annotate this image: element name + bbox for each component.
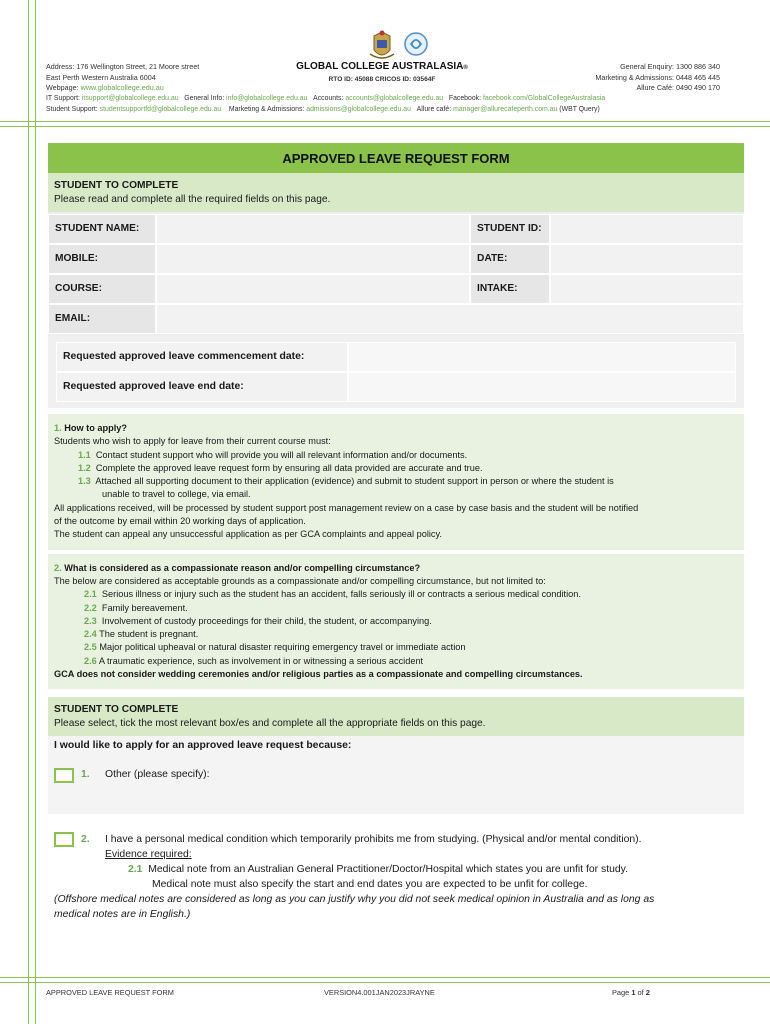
student-support-link[interactable]: studentsupportfd@globalcollege.edu.au (99, 106, 222, 113)
apply-step: 1.1 Contact student support who will provide you will all relevant information and/or documents. (78, 449, 468, 460)
page-border-left-outer (28, 0, 29, 1024)
offshore-note-2: medical notes are in English.) (54, 909, 191, 921)
mobile-label: MOBILE: (48, 244, 156, 274)
college-name: GLOBAL COLLEGE AUSTRALASIA® (296, 61, 468, 72)
compassionate-heading: 2. What is considered as a compassionate reason and/or compelling circumstance? (54, 562, 421, 573)
evidence-item-dates: Medical note must also specify the start and end dates you are expected to be unfit for college. (152, 879, 588, 891)
mobile-field[interactable] (156, 244, 470, 274)
how-to-apply-heading: 1. How to apply? (54, 423, 128, 433)
commencement-date-field[interactable] (348, 342, 736, 372)
student-name-field[interactable] (156, 214, 470, 244)
option-1-label: Other (please specify): (105, 769, 210, 781)
course-field[interactable] (156, 274, 470, 304)
header-divider-top (0, 121, 770, 122)
header-address (46, 62, 296, 94)
footer-title: APPROVED LEAVE REQUEST FORM (46, 988, 174, 997)
crest-icon (368, 28, 438, 62)
intake-label: INTAKE: (470, 274, 550, 304)
general-enquiry: General Enquiry: 1300 886 340 (620, 62, 720, 71)
allure-cafe-phone: Allure Café: 0490 490 170 (636, 83, 720, 92)
option-2-row (48, 814, 744, 932)
apply-appeal-text: The student can appeal any unsuccessful application as per GCA complaints and appeal policy. (54, 529, 442, 540)
commencement-date-label: Requested approved leave commencement date: (56, 342, 348, 372)
accounts-link[interactable]: accounts@globalcollege.edu.au (345, 95, 444, 102)
address-line-1: Address: 176 Wellington Street, 21 Moore street (46, 62, 200, 71)
webpage-link[interactable]: www.globalcollege.edu.au (80, 83, 164, 92)
page-border-left-inner (35, 0, 36, 1024)
compassionate-note: GCA does not consider wedding ceremonies and/or religious parties as a compassionate and compelling circumstances. (54, 669, 583, 680)
header-contacts (460, 62, 720, 94)
option-1-number: 1. (81, 769, 90, 781)
option-1-checkbox[interactable] (54, 768, 74, 783)
offshore-note-1: (Offshore medical notes are considered as long as you can justify why you did not seek medical opinion in Australia and as long as (54, 894, 655, 906)
header-email-row-2: Student Support: studentsupportfd@globalcollege.edu.au Marketing & Admissions: admissions@globalcollege.edu.au Allure café: manager@allurecafeperth.com.au (WBT Query) (46, 106, 600, 113)
email-label: EMAIL: (48, 304, 156, 334)
compassionate-item: 2.6 A traumatic experience, such as involvement in or witnessing a serious accident (84, 655, 424, 666)
facebook-link[interactable]: facebook.com/GlobalCollegeAustralasia (482, 95, 606, 102)
compassionate-item: 2.4 The student is pregnant. (84, 629, 199, 640)
evidence-required-label: Evidence required: (105, 849, 192, 861)
option-2-checkbox[interactable] (54, 832, 74, 847)
apply-because-heading: I would like to apply for an approved leave request because: (48, 736, 744, 760)
allure-cafe-link[interactable]: manager@allurecafeperth.com.au (453, 106, 558, 113)
end-date-label: Requested approved leave end date: (56, 372, 348, 402)
leave-dates-block (48, 336, 744, 408)
student-name-label: STUDENT NAME: (48, 214, 156, 244)
compassionate-intro: The below are considered as acceptable grounds as a compassionate and/or compelling circumstance, but not limited to: (54, 575, 546, 586)
intake-field[interactable] (550, 274, 744, 304)
marketing-phone: Marketing & Admissions: 0448 465 445 (595, 72, 720, 82)
evidence-item: 2.1 Medical note from an Australian General Practitioner/Doctor/Hospital which states you are unfit for study. (128, 864, 628, 876)
compassionate-item: 2.1 Serious illness or injury such as the student has an accident, falls seriously ill or contracts a serious medical condition. (84, 589, 581, 600)
student-id-label: STUDENT ID: (470, 214, 550, 244)
how-to-apply-section (48, 414, 744, 550)
how-to-apply-intro: Students who wish to apply for leave from their current course must: (54, 436, 331, 447)
option-2-number: 2. (81, 834, 90, 846)
admissions-link[interactable]: admissions@globalcollege.edu.au (306, 106, 411, 113)
course-label: COURSE: (48, 274, 156, 304)
header-college (282, 60, 482, 86)
student-to-complete-1: STUDENT TO COMPLETE Please read and complete all the required fields on this page. (48, 173, 744, 212)
date-label: DATE: (470, 244, 550, 274)
compassionate-section (48, 554, 744, 690)
student-to-complete-2: STUDENT TO COMPLETE Please select, tick the most relevant box/es and complete all the appropriate fields on this page. (48, 697, 744, 736)
footer-divider-top (0, 977, 770, 978)
option-1-row (48, 760, 744, 814)
apply-step: 1.2 Complete the approved leave request form by ensuring all data provided are accurate and true. (78, 462, 483, 473)
general-info-link[interactable]: info@globalcollege.edu.au (226, 95, 308, 102)
footer-version: VERSION4.001JAN2023JRAYNE (324, 988, 435, 997)
email-field[interactable] (156, 304, 744, 334)
apply-step: 1.3 Attached all supporting document to their application (evidence) and submit to student support in person or where the student is (78, 476, 614, 487)
reason-section (48, 697, 744, 932)
date-field[interactable] (550, 244, 744, 274)
letterhead (46, 28, 720, 120)
leave-request-form (48, 143, 744, 932)
student-details-grid (48, 212, 744, 336)
student-id-field[interactable] (550, 214, 744, 244)
webpage: Webpage: www.globalcollege.edu.au (46, 83, 164, 92)
address-line-2: East Perth Western Australia 6004 (46, 72, 156, 82)
it-support-link[interactable]: itsupport@globalcollege.edu.au (81, 95, 179, 102)
compassionate-item: 2.3 Involvement of custody proceedings for their child, the student, or accompanying. (84, 615, 432, 626)
rto-id: RTO ID: 45088 CRICOS ID: 03564F (328, 76, 436, 83)
end-date-field[interactable] (348, 372, 736, 402)
footer-divider-bottom (0, 982, 770, 983)
apply-processing-text: All applications received, will be processed by student support post management review on a case by case basis and the student will be notified (54, 502, 639, 513)
page-number: Page 1 of 2 (612, 988, 650, 997)
apply-step-continued: unable to travel to college, via email. (102, 489, 251, 500)
header-divider-bottom (0, 126, 770, 127)
compassionate-item: 2.5 Major political upheaval or natural disaster requiring emergency travel or immediate action (84, 642, 466, 653)
form-title: APPROVED LEAVE REQUEST FORM (48, 143, 744, 173)
apply-outcome-text: of the outcome by email within 20 working days of application. (54, 516, 306, 527)
header-email-row-1: IT Support: itsupport@globalcollege.edu.au General Info: info@globalcollege.edu.au Accounts: accounts@globalcollege.edu.au Facebook: facebook.com/GlobalCollegeAustralasia (46, 95, 606, 102)
compassionate-item: 2.2 Family bereavement. (84, 602, 188, 613)
option-2-label: I have a personal medical condition which temporarily prohibits me from studying. (Physical and/or mental condition). (105, 834, 642, 846)
